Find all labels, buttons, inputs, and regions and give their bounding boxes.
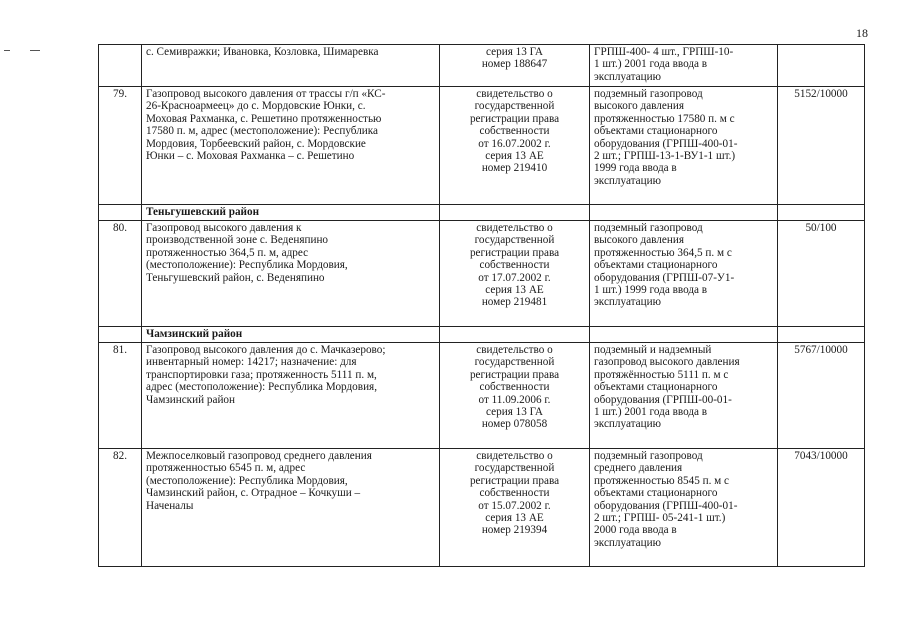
text-line: свидетельство о: [476, 344, 553, 356]
object-description: [142, 45, 440, 87]
row-number-cell: [99, 327, 142, 343]
ownership-share: [778, 45, 865, 87]
text-line: номер 219410: [481, 162, 548, 175]
ownership-share: 7043/10000: [778, 449, 865, 567]
row-number: 80.: [99, 221, 142, 327]
empty-cell: [440, 327, 590, 343]
text-line: 1 шт.) 2001 года ввода в: [594, 58, 708, 71]
text-line: государственной: [474, 462, 555, 475]
object-characteristics: [590, 87, 778, 205]
ownership-document: [440, 87, 590, 205]
object-characteristics: [590, 449, 778, 567]
text-line: среднего давления: [594, 462, 683, 475]
object-description: [142, 87, 440, 205]
text-line: собственности: [479, 259, 550, 272]
row-number: 81.: [99, 343, 142, 449]
text-line: номер 219481: [481, 296, 548, 309]
district-header-row: [99, 327, 865, 343]
text-line: серия 13 АЕ: [485, 512, 544, 525]
text-line: (местоположение): Республика Мордовия,: [146, 259, 348, 272]
text-line: 2 шт.; ГРПШ- 05-241-1 шт.): [594, 512, 726, 525]
text-line: государственной: [474, 100, 555, 113]
text-line: Чамзинский район, с. Отрадное – Кочкуши –: [146, 487, 361, 500]
text-line: государственной: [474, 234, 555, 247]
text-line: Юнки – с. Моховая Рахманка – с. Решетино: [146, 150, 355, 163]
table-row: [99, 343, 865, 449]
text-line: адрес (местоположение): Республика Мордовия,: [146, 381, 377, 394]
text-line: газопровод высокого давления: [594, 356, 740, 369]
text-line: серия 13 АЕ: [485, 150, 544, 163]
text-line: от 16.07.2002 г.: [478, 137, 551, 150]
text-line: номер 078058: [481, 418, 548, 431]
text-line: объектами стационарного: [594, 125, 718, 138]
object-description: [142, 221, 440, 327]
text-line: серия 13 ГА: [486, 46, 543, 58]
text-line: Газопровод высокого давления к: [146, 222, 302, 234]
text-line: подземный газопровод: [594, 450, 703, 462]
text-line: протяженностью 6545 п. м, адрес: [146, 462, 306, 475]
text-line: Газопровод высокого давления до с. Мачказерово;: [146, 344, 386, 356]
table-row: [99, 45, 865, 87]
registry-body: [99, 45, 865, 567]
text-line: подземный газопровод: [594, 88, 703, 100]
text-line: собственности: [479, 125, 550, 138]
object-characteristics: [590, 45, 778, 87]
text-line: подземный и надземный: [594, 344, 712, 356]
text-line: от 11.09.2006 г.: [478, 393, 551, 406]
text-line: Моховая Рахманка, с. Решетино протяженностью: [146, 112, 382, 125]
text-line: протяжённостью 5111 п. м с: [594, 368, 729, 381]
empty-cell: [440, 205, 590, 221]
text-line: Межпоселковый газопровод среднего давления: [146, 450, 372, 462]
text-line: эксплуатацию: [594, 70, 661, 83]
text-line: оборудования (ГРПШ-07-У1-: [594, 271, 735, 284]
text-line: оборудования (ГРПШ-00-01-: [594, 393, 732, 406]
text-line: регистрации права: [469, 368, 560, 381]
text-line: инвентарный номер: 14217; назначение: для: [146, 356, 357, 369]
text-line: оборудования (ГРПШ-400-01-: [594, 499, 738, 512]
text-line: 26-Красноармеец» до с. Мордовские Юнки, с.: [146, 100, 366, 113]
text-line: Мордовия, Торбеевский район, с. Мордовские: [146, 137, 366, 150]
page-number: 18: [856, 26, 868, 40]
text-line: Чамзинский район: [146, 393, 236, 406]
text-line: (местоположение): Республика Мордовия,: [146, 474, 348, 487]
text-line: Наченалы: [146, 499, 194, 512]
ownership-share: 5152/10000: [778, 87, 865, 205]
ownership-share: 5767/10000: [778, 343, 865, 449]
ownership-document: [440, 343, 590, 449]
ownership-document: [440, 449, 590, 567]
margin-mark: [4, 50, 10, 51]
text-line: 1 шт.) 2001 года ввода в: [594, 406, 708, 419]
text-line: объектами стационарного: [594, 259, 718, 272]
text-line: эксплуатацию: [594, 296, 661, 309]
ownership-document: [440, 45, 590, 87]
empty-cell: [590, 205, 778, 221]
object-description: [142, 449, 440, 567]
text-line: протяженностью 364,5 п. м с: [594, 246, 732, 259]
text-line: номер 219394: [481, 524, 548, 537]
row-number: 79.: [99, 87, 142, 205]
text-line: свидетельство о: [476, 88, 553, 100]
text-line: свидетельство о: [476, 450, 553, 462]
text-line: серия 13 АЕ: [485, 284, 544, 297]
text-line: 1 шт.) 1999 года ввода в: [594, 284, 708, 297]
margin-mark: [30, 50, 40, 51]
property-registry-table: [98, 44, 865, 567]
text-line: государственной: [474, 356, 555, 369]
text-line: оборудования (ГРПШ-400-01-: [594, 137, 738, 150]
text-line: эксплуатацию: [594, 418, 661, 431]
text-line: ГРПШ-400- 4 шт., ГРПШ-10-: [594, 46, 734, 58]
empty-cell: [778, 205, 865, 221]
text-line: от 17.07.2002 г.: [478, 271, 551, 284]
text-line: регистрации права: [469, 474, 560, 487]
text-line: транспортировки газа; протяженность 5111 п. м,: [146, 368, 377, 381]
text-line: собственности: [479, 381, 550, 394]
ownership-document: [440, 221, 590, 327]
ownership-share: 50/100: [778, 221, 865, 327]
text-line: Теньгушевский район, с. Веденяпино: [146, 271, 325, 284]
district-title: Чамзинский район: [142, 327, 440, 343]
object-characteristics: [590, 221, 778, 327]
district-header-row: [99, 205, 865, 221]
text-line: подземный газопровод: [594, 222, 703, 234]
text-line: протяженностью 17580 п. м с: [594, 112, 735, 125]
object-characteristics: [590, 343, 778, 449]
text-line: регистрации права: [469, 112, 560, 125]
text-line: от 15.07.2002 г.: [478, 499, 551, 512]
text-line: эксплуатацию: [594, 174, 661, 187]
text-line: протяженностью 8545 п. м с: [594, 474, 730, 487]
table-row: [99, 449, 865, 567]
text-line: высокого давления: [594, 100, 684, 113]
table-row: [99, 87, 865, 205]
text-line: производственной зоне с. Веденяпино: [146, 234, 329, 247]
object-description: [142, 343, 440, 449]
text-line: эксплуатацию: [594, 536, 661, 549]
empty-cell: [778, 327, 865, 343]
text-line: 1999 года ввода в: [594, 162, 677, 175]
row-number: [99, 45, 142, 87]
text-line: с. Семивражки; Ивановка, Козловка, Шимаревка: [146, 46, 379, 58]
row-number: 82.: [99, 449, 142, 567]
text-line: 2 шт.; ГРПШ-13-1-ВУ1-1 шт.): [594, 150, 736, 163]
row-number-cell: [99, 205, 142, 221]
text-line: 17580 п. м, адрес (местоположение): Республика: [146, 125, 379, 138]
text-line: протяженностью 364,5 п. м, адрес: [146, 246, 309, 259]
text-line: Газопровод высокого давления от трассы г/п «КС-: [146, 88, 386, 100]
text-line: регистрации права: [469, 246, 560, 259]
table-row: [99, 221, 865, 327]
text-line: объектами стационарного: [594, 487, 718, 500]
district-title: Теньгушевский район: [142, 205, 440, 221]
text-line: объектами стационарного: [594, 381, 718, 394]
text-line: номер 188647: [481, 58, 548, 71]
text-line: серия 13 ГА: [486, 406, 543, 419]
text-line: высокого давления: [594, 234, 684, 247]
text-line: собственности: [479, 487, 550, 500]
text-line: 2000 года ввода в: [594, 524, 677, 537]
text-line: свидетельство о: [476, 222, 553, 234]
empty-cell: [590, 327, 778, 343]
